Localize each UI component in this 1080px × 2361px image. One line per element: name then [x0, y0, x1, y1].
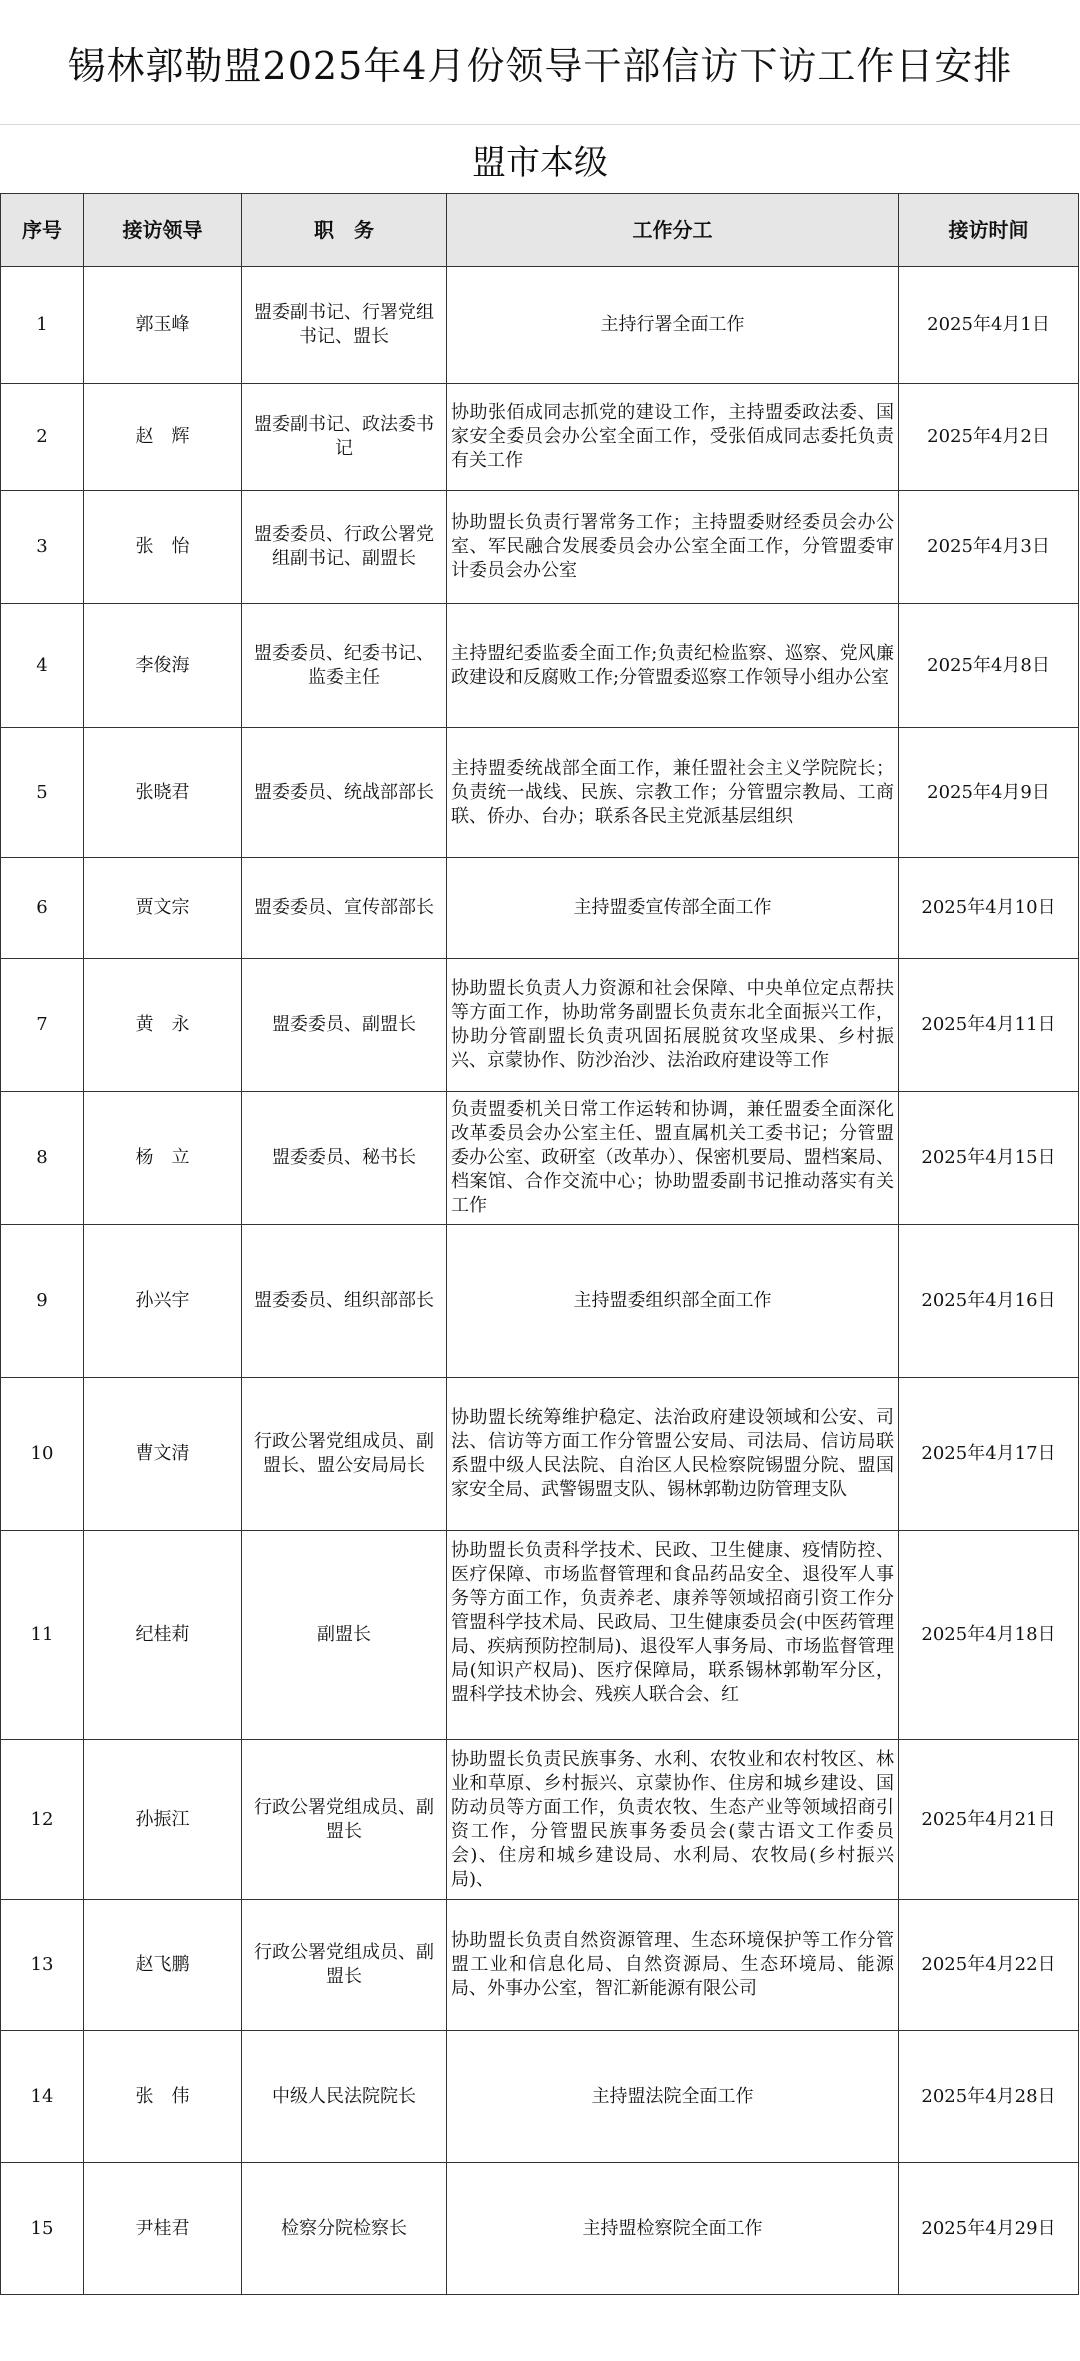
- cell-leader: 孙振江: [84, 1740, 242, 1900]
- table-row: [1, 2031, 1079, 2163]
- cell-no: 2: [1, 384, 84, 491]
- cell-date: 2025年4月22日: [899, 1900, 1079, 2031]
- cell-no: 9: [1, 1225, 84, 1378]
- cell-leader: 张晓君: [84, 728, 242, 858]
- table-row: [1, 2163, 1079, 2295]
- cell-duty: 协助盟长负责行署常务工作；主持盟委财经委员会办公室、军民融合发展委员会办公室全面工作，分管盟委审计委员会办公室: [447, 491, 899, 604]
- cell-leader: 杨 立: [84, 1092, 242, 1225]
- cell-duty: 协助盟长统筹维护稳定、法治政府建设领域和公安、司法、信访等方面工作分管盟公安局、司法局、信访局联系盟中级人民法院、自治区人民检察院锡盟分院、盟国家安全局、武警锡盟支队、锡林郭勒边防管理支队: [447, 1378, 899, 1531]
- cell-duty: 主持行署全面工作: [447, 267, 899, 384]
- section-title: 盟市本级: [472, 143, 608, 183]
- table-row: [1, 604, 1079, 728]
- table-row: [1, 1900, 1079, 2031]
- cell-date: 2025年4月21日: [899, 1740, 1079, 1900]
- cell-leader: 尹桂君: [84, 2163, 242, 2295]
- cell-duty: [447, 1740, 899, 1900]
- cell-date: 2025年4月29日: [899, 2163, 1079, 2295]
- cell-date: 2025年4月15日: [899, 1092, 1079, 1225]
- cell-duty: 主持盟纪委监委全面工作;负责纪检监察、巡察、党风廉政建设和反腐败工作;分管盟委巡察工作领导小组办公室: [447, 604, 899, 728]
- cell-no: 7: [1, 959, 84, 1092]
- cell-date: 2025年4月3日: [899, 491, 1079, 604]
- header-date: 接访时间: [899, 194, 1079, 267]
- cell-leader: 贾文宗: [84, 858, 242, 959]
- cell-leader: 黄 永: [84, 959, 242, 1092]
- cell-no: 5: [1, 728, 84, 858]
- cell-position: 行政公署党组成员、副盟长: [242, 1900, 447, 2031]
- header-no: 序号: [1, 194, 84, 267]
- table-row: [1, 1225, 1079, 1378]
- schedule-table: [0, 193, 1079, 2295]
- cell-no: 15: [1, 2163, 84, 2295]
- cell-position: 行政公署党组成员、副盟长: [242, 1740, 447, 1900]
- table-header-row: [1, 194, 1079, 267]
- cell-duty: [447, 1531, 899, 1740]
- cell-no: 3: [1, 491, 84, 604]
- cell-position: 检察分院检察长: [242, 2163, 447, 2295]
- cell-leader: 曹文清: [84, 1378, 242, 1531]
- cell-position: 盟委委员、副盟长: [242, 959, 447, 1092]
- cell-no: 11: [1, 1531, 84, 1740]
- cell-duty: 负责盟委机关日常工作运转和协调，兼任盟委全面深化改革委员会办公室主任、盟直属机关工委书记；分管盟委办公室、政研室（改革办）、保密机要局、盟档案局、档案馆、合作交流中心；协助盟委副书记推动落实有关工作: [447, 1092, 899, 1225]
- cell-leader: 赵飞鹏: [84, 1900, 242, 2031]
- bottom-margin: [0, 2296, 1080, 2361]
- cell-date: 2025年4月10日: [899, 858, 1079, 959]
- cell-position: 副盟长: [242, 1531, 447, 1740]
- cell-position: 行政公署党组成员、副盟长、盟公安局局长: [242, 1378, 447, 1531]
- cell-leader: 张 伟: [84, 2031, 242, 2163]
- cell-position: 盟委副书记、政法委书记: [242, 384, 447, 491]
- cell-no: 6: [1, 858, 84, 959]
- cell-duty-text: 协助盟长负责科学技术、民政、卫生健康、疫情防控、医疗保障、市场监督管理和食品药品安全、退役军人事务等方面工作，负责养老、康养等领域招商引资工作分管盟科学技术局、民政局、卫生健康委员会(中医药管理局、疾病预防控制局)、退役军人事务局、市场监督管理局(知识产权局)、医疗保障局，联系锡林郭勒军分区，盟科学技术协会、残疾人联合会、红: [451, 1540, 894, 1705]
- header-duty: 工作分工: [447, 194, 899, 267]
- cell-leader: 李俊海: [84, 604, 242, 728]
- cell-no: 8: [1, 1092, 84, 1225]
- cell-duty: 协助盟长负责人力资源和社会保障、中央单位定点帮扶等方面工作，协助常务副盟长负责东北全面振兴工作，协助分管副盟长负责巩固拓展脱贫攻坚成果、乡村振兴、京蒙协作、防沙治沙、法治政府建设等工作: [447, 959, 899, 1092]
- table-row: [1, 858, 1079, 959]
- cell-position: 盟委委员、纪委书记、监委主任: [242, 604, 447, 728]
- cell-date: 2025年4月16日: [899, 1225, 1079, 1378]
- cell-leader: 张 怡: [84, 491, 242, 604]
- cell-position: 盟委委员、统战部部长: [242, 728, 447, 858]
- cell-position: 盟委副书记、行署党组书记、盟长: [242, 267, 447, 384]
- table-row: [1, 1378, 1079, 1531]
- cell-position: 盟委委员、秘书长: [242, 1092, 447, 1225]
- table-row: [1, 384, 1079, 491]
- cell-no: 4: [1, 604, 84, 728]
- table-row: [1, 267, 1079, 384]
- page-title: 锡林郭勒盟2025年4月份领导干部信访下访工作日安排: [0, 0, 1080, 125]
- table-row: [1, 959, 1079, 1092]
- cell-date: 2025年4月2日: [899, 384, 1079, 491]
- cell-date: 2025年4月17日: [899, 1378, 1079, 1531]
- header-leader: 接访领导: [84, 194, 242, 267]
- cell-no: 10: [1, 1378, 84, 1531]
- cell-position: 盟委委员、组织部部长: [242, 1225, 447, 1378]
- cell-duty: 协助张佰成同志抓党的建设工作，主持盟委政法委、国家安全委员会办公室全面工作，受张佰成同志委托负责有关工作: [447, 384, 899, 491]
- cell-leader: 纪桂莉: [84, 1531, 242, 1740]
- cell-duty-text: 协助盟长负责民族事务、水利、农牧业和农村牧区、林业和草原、乡村振兴、京蒙协作、住房和城乡建设、国防动员等方面工作，负责农牧、生态产业等领域招商引资工作，分管盟民族事务委员会(蒙古语文工作委员会)、住房和城乡建设局、水利局、农牧局(乡村振兴局)、: [451, 1748, 894, 1890]
- cell-duty: 主持盟委组织部全面工作: [447, 1225, 899, 1378]
- cell-duty: 主持盟委统战部全面工作，兼任盟社会主义学院院长；负责统一战线、民族、宗教工作；分管盟宗教局、工商联、侨办、台办；联系各民主党派基层组织: [447, 728, 899, 858]
- cell-date: 2025年4月1日: [899, 267, 1079, 384]
- table-row: [1, 1092, 1079, 1225]
- cell-duty: 主持盟检察院全面工作: [447, 2163, 899, 2295]
- cell-leader: 孙兴宇: [84, 1225, 242, 1378]
- cell-position: 中级人民法院院长: [242, 2031, 447, 2163]
- cell-leader: 赵 辉: [84, 384, 242, 491]
- cell-duty: 主持盟委宣传部全面工作: [447, 858, 899, 959]
- cell-duty: 主持盟法院全面工作: [447, 2031, 899, 2163]
- cell-no: 13: [1, 1900, 84, 2031]
- table-row: [1, 491, 1079, 604]
- cell-date: 2025年4月11日: [899, 959, 1079, 1092]
- cell-no: 1: [1, 267, 84, 384]
- cell-date: 2025年4月8日: [899, 604, 1079, 728]
- table-row: [1, 728, 1079, 858]
- cell-duty: 协助盟长负责自然资源管理、生态环境保护等工作分管盟工业和信息化局、自然资源局、生态环境局、能源局、外事办公室，智汇新能源有限公司: [447, 1900, 899, 2031]
- cell-position: 盟委委员、行政公署党组副书记、副盟长: [242, 491, 447, 604]
- cell-date: 2025年4月9日: [899, 728, 1079, 858]
- table-row: [1, 1740, 1079, 1900]
- cell-no: 12: [1, 1740, 84, 1900]
- cell-leader: 郭玉峰: [84, 267, 242, 384]
- cell-position: 盟委委员、宣传部部长: [242, 858, 447, 959]
- table-row: [1, 1531, 1079, 1740]
- header-position: 职 务: [242, 194, 447, 267]
- cell-no: 14: [1, 2031, 84, 2163]
- cell-date: 2025年4月28日: [899, 2031, 1079, 2163]
- cell-date: 2025年4月18日: [899, 1531, 1079, 1740]
